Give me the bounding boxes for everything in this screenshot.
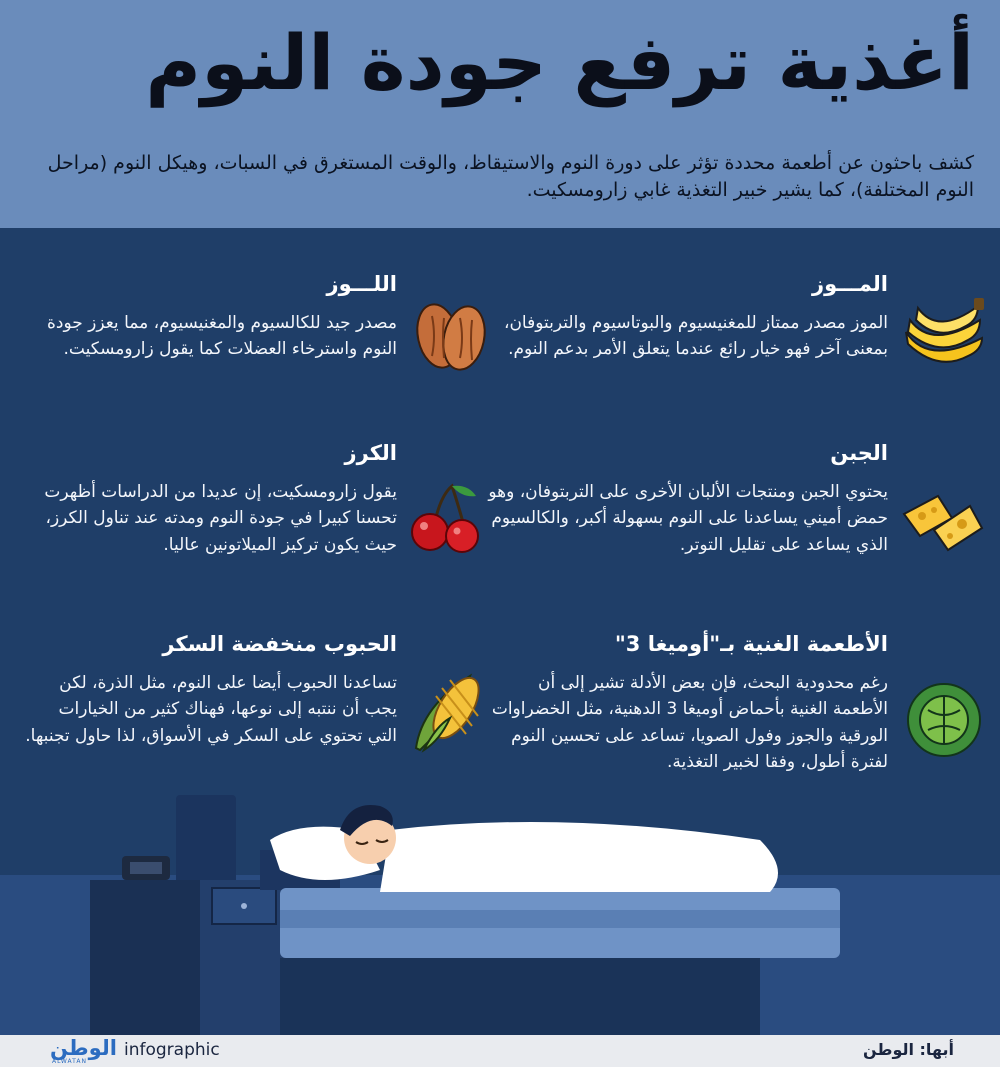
sleeping-person-illustration: [0, 770, 1000, 1035]
cherry-icon: [406, 476, 488, 558]
food-card-omega: [488, 632, 888, 775]
food-title: الكرز: [344, 441, 397, 465]
brand-latin: ALWATAN: [52, 1058, 87, 1065]
section-label: infographic: [124, 1040, 220, 1060]
food-card-almond: [25, 272, 397, 363]
intro-text: كشف باحثون عن أطعمة محددة تؤثر على دورة النوم والاستيقاظ، والوقت المستغرق في السبات، وهيكل النوم (مراحل النوم المختلفة)، كما يشير خبير التغذية غابي زارومسكيت.: [47, 152, 974, 201]
almond-icon: [410, 296, 492, 376]
food-body: يحتوي الجبن ومنتجات الألبان الأخرى على التربتوفان، وهو حمض أميني يساعدنا على النوم بسهولة أكبر، والكالسيوم الذي يساعد على تقليل التوتر.: [488, 482, 888, 555]
food-body: تساعدنا الحبوب أيضا على النوم، مثل الذرة، لكن يجب أن ننتبه إلى نوعها، فهناك كثير من الخيارات التي تحتوي على السكر في الأسواق، لذا حاول تجنبها.: [25, 673, 397, 746]
food-title: المـــوز: [812, 272, 888, 296]
food-title: اللـــوز: [326, 272, 397, 296]
food-title: الأطعمة الغنية بـ"أوميغا 3": [614, 632, 888, 656]
food-card-cherry: [25, 441, 397, 558]
food-body: رغم محدودية البحث، فإن بعض الأدلة تشير إلى أن الأطعمة الغنية بأحماض أوميغا 3 الدهنية، مثل الخضراوات الورقية والجوز وفول الصويا، تساعد على تحسين النوم لفترة أطول، وفقا لخبير التغذية.: [491, 673, 888, 773]
credit-text: أبها: الوطن: [862, 1040, 954, 1059]
cabbage-icon: [900, 676, 988, 760]
food-card-grains: [25, 632, 397, 749]
food-card-cheese: [488, 441, 888, 558]
food-card-banana: [488, 272, 888, 363]
food-body: مصدر جيد للكالسيوم والمغنيسيوم، مما يعزز جودة النوم واسترخاء العضلات كما يقول زارومسكيت.: [46, 313, 397, 360]
food-title: الجبن: [830, 441, 888, 465]
food-body: الموز مصدر ممتاز للمغنيسيوم والبوتاسيوم والتربتوفان، بمعنى آخر فهو خيار رائع عندما يتعلق الأمر بدعم النوم.: [503, 313, 888, 360]
brand-logo: الوطن: [50, 1036, 117, 1060]
corn-icon: [406, 666, 494, 756]
food-title: الحبوب منخفضة السكر: [162, 632, 397, 656]
page-title: أغذية ترفع جودة النوم: [145, 18, 974, 107]
banana-icon: [898, 292, 988, 374]
food-body: يقول زارومسكيت، إن عديدا من الدراسات أظهرت تحسنا كبيرا في جودة النوم ومدته عند تناول الكرز، حيث يكون تركيز الميلاتونين عاليا.: [44, 482, 397, 555]
cheese-icon: [900, 484, 986, 556]
